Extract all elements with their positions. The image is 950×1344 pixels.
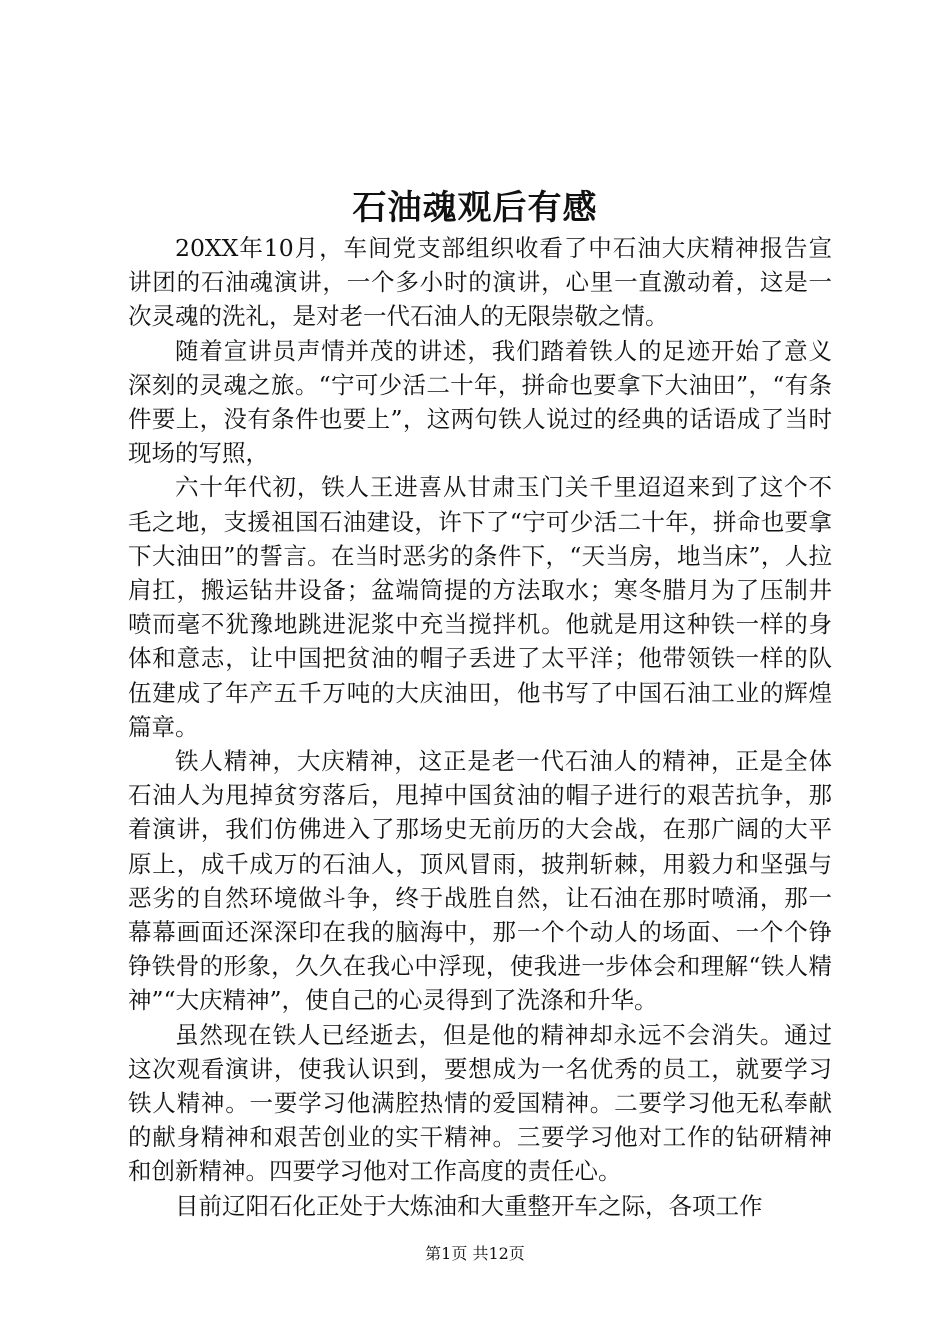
paragraph-3: 六十年代初，铁人王进喜从甘肃玉门关千里迢迢来到了这个不毛之地，支援祖国石油建设，许下了“宁可少活二十年，拼命也要拿下大油田”的誓言。在当时恶劣的条件下，“天当房，地当床”，人拉肩扛，搬运钻井设备；盆端筒提的方法取水；寒冬腊月为了压制井喷而毫不犹豫地跳进泥浆中充当搅拌机。他就是用这种铁一样的身体和意志，让中国把贫油的帽子丢进了太平洋；他带领铁一样的队伍建成了年产五千万吨的大庆油田，他书写了中国石油工业的辉煌篇章。 (128, 473, 832, 741)
paragraph-5: 虽然现在铁人已经逝去，但是他的精神却永远不会消失。通过这次观看演讲，使我认识到，要想成为一名优秀的员工，就要学习铁人精神。一要学习他满腔热情的爱国精神。二要学习他无私奉献的献身精神和艰苦创业的实干精神。三要学习他对工作的钻研精神和创新精神。四要学习他对工作高度的责任心。 (128, 1020, 832, 1186)
paragraph-6: 目前辽阳石化正处于大炼油和大重整开车之际，各项工作 (175, 1191, 763, 1220)
document-title: 石油魂观后有感 (352, 188, 598, 228)
page-footer: 第1页 共12页 (425, 1244, 525, 1263)
paragraph-2: 随着宣讲员声情并茂的讲述，我们踏着铁人的足迹开始了意义深刻的灵魂之旅。“宁可少活二十年，拼命也要拿下大油田”，“有条件要上，没有条件也要上”，这两句铁人说过的经典的话语成了当时现场的写照， (128, 336, 832, 468)
paragraph-4: 铁人精神，大庆精神，这正是老一代石油人的精神，正是全体石油人为甩掉贫穷落后，甩掉中国贫油的帽子进行的艰苦抗争，那着演讲，我们仿佛进入了那场史无前历的大会战，在那广阔的大平原上，成千成万的石油人，顶风冒雨，披荆斩棘，用毅力和坚强与恶劣的自然环境做斗争，终于战胜自然，让石油在那时喷涌，那一幕幕画面还深深印在我的脑海中，那一个个动人的场面、一个个铮铮铁骨的形象，久久在我心中浮现，使我进一步体会和理解“铁人精神”“大庆精神”，使自己的心灵得到了洗涤和升华。 (128, 747, 832, 1015)
document-body (128, 231, 832, 1223)
paragraph-1: 20XX年10月，车间党支部组织收看了中石油大庆精神报告宣讲团的石油魂演讲，一个多小时的演讲，心里一直激动着，这是一次灵魂的洗礼，是对老一代石油人的无限崇敬之情。 (128, 234, 832, 331)
